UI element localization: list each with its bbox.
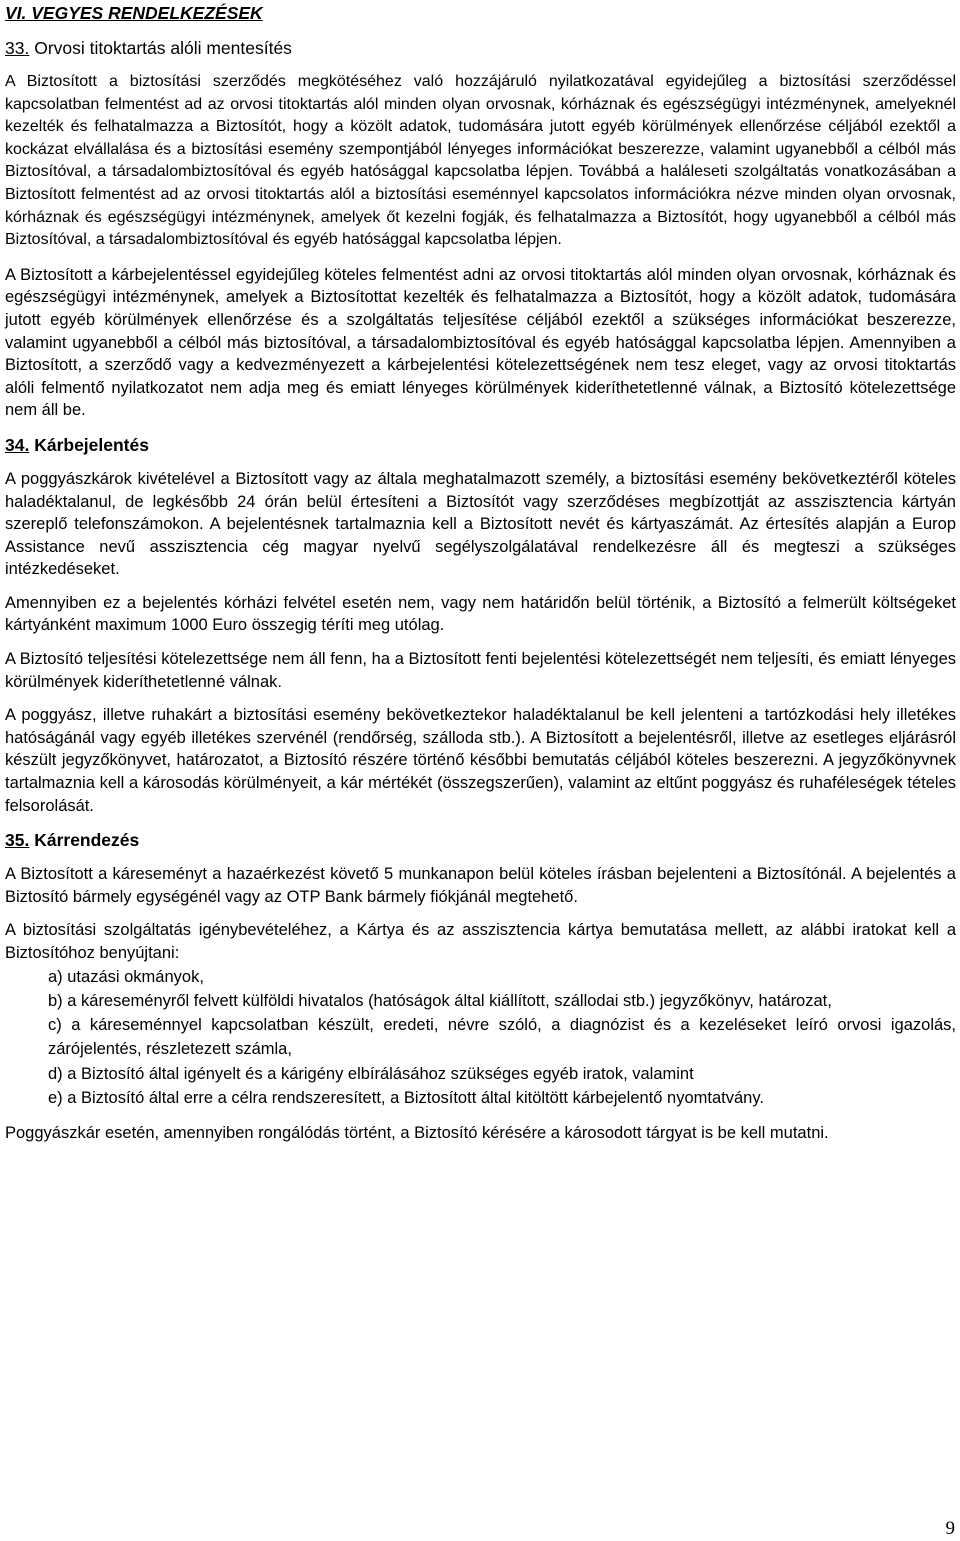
chapter-heading: VI. VEGYES RENDELKEZÉSEK	[5, 3, 263, 23]
section-35-paragraph-1: A Biztosított a káreseményt a hazaérkezést követő 5 munkanapon belül köteles írásban bejelenteni a Biztosítónál. A bejelentés a Biztosító bármely egységénél vagy az OTP Bank bármely fiókjánál megtehető.	[5, 865, 956, 906]
section-33-heading	[5, 37, 956, 59]
required-documents-list	[5, 965, 956, 1111]
section-34-paragraph-3: A Biztosító teljesítési kötelezettsége nem áll fenn, ha a Biztosított fenti bejelentési kötelezettségét nem teljesíti, és emiatt lényeges körülmények kideríthetetlenné válnak.	[5, 650, 956, 691]
list-item: b) a káreseményről felvett külföldi hivatalos (hatóságok által kiállított, szállodai stb.) jegyzőkönyv, határozat,	[48, 991, 832, 1010]
section-35-number: 35.	[5, 830, 30, 851]
list-item: a) utazási okmányok,	[48, 967, 204, 986]
section-34-paragraph-2: Amennyiben ez a bejelentés kórházi felvétel esetén nem, vagy nem határidőn belül történik, a Biztosító a felmerült költségeket kártyánként maximum 1000 Euro összegig téríti meg utólag.	[5, 593, 956, 635]
list-item: d) a Biztosító által igényelt és a kárigény elbírálásához szükséges egyéb iratok, valamint	[48, 1064, 694, 1083]
section-33-title: Orvosi titoktartás alóli mentesítés	[34, 38, 292, 58]
section-35-paragraph-2: A biztosítási szolgáltatás igénybevételéhez, a Kártya és az asszisztencia kártya bemutatása mellett, az alábbi iratokat kell a Biztosítóhoz benyújtani:	[5, 921, 956, 962]
section-33-body	[5, 71, 956, 252]
list-item: c) a káreseménnyel kapcsolatban készült, eredeti, névre szóló, a diagnózist és a kezeléseket leíró orvosi igazolás, zárójelentés, részletezett számla,	[48, 1016, 956, 1059]
section-35-title: Kárrendezés	[34, 830, 140, 851]
section-34-paragraph-1: A poggyászkárok kivételével a Biztosított vagy az általa meghatalmazott személy, a biztosítási esemény bekövetkeztéről köteles haladéktalanul, de legkésőbb 24 órán belül értesíteni a Biztosítót vagy szerződéses megbízottját az asszisztencia kártyán szereplő telefonszámokon. A bejelentésnek tartalmaznia kell a Biztosított nevét és kártyaszámát. Az értesítés alapján a Europ Assistance nevű asszisztencia cég magyar nyelvű segélyszolgálatával rendelkezésre áll és megteszi a szükséges intézkedéseket.	[5, 469, 956, 579]
section-34-paragraph-4: A poggyász, illetve ruhakárt a biztosítási esemény bekövetkeztekor haladéktalanul be kell jelenteni a tartózkodási hely illetékes hatóságánál vagy egyéb illetékes szervénél (rendőrség, szálloda stb.). A Biztosított a bejelentésről, illetve az esetleges eljárásról készült jegyzőkönyvet, határozatot, a Biztosító részére történő későbbi bemutatás céljából köteles beszerezni. A jegyzőkönyvnek tartalmaznia kell a károsodás körülményeit, a kár mértékét (összegszerűen), valamint az eltűnt poggyász és ruhaféleségek tételes felsorolását.	[5, 706, 956, 815]
section-33-paragraph-1: A Biztosított a biztosítási szerződés megkötéséhez való hozzájáruló nyilatkozatával egyidejűleg a biztosítási szerződéssel kapcsolatban felmentést ad az orvosi titoktartás alól minden olyan orvosnak, kórháznak és egészségügyi intézménynek, amelyeknél kezelték és felhatalmazza a Biztosítót, hogy a közölt adatok, tudomására jutott egyéb körülmények ellenőrzése céljából ezektől a kockázat elvállalása és a biztosítási esemény szempontjából lényeges információkat beszerezze, valamint ugyanebből a célból más Biztosítóval, a társadalombiztosítóval és egyéb hatósággal kapcsolatba lépjen. Továbbá a haláleseti szolgáltatás vonatkozásában a Biztosított felmentést ad az orvosi titoktartás alól a biztosítási eseménnyel kapcsolatos információkra nézve minden olyan orvosnak, kórháznak és egészségügyi intézménynek, amelyek őt kezelni fogják, és felhatalmazza a Biztosítót, hogy ugyanebből a célból más Biztosítóval, a társadalombiztosítóval és egyéb hatósággal kapcsolatba lépjen.	[5, 73, 956, 249]
section-34-number: 34.	[5, 434, 30, 455]
document-page	[5, 0, 956, 1145]
list-item: e) a Biztosító által erre a célra rendszeresített, a Biztosított által kitöltött kárbejelentő nyomtatvány.	[48, 1089, 764, 1108]
section-35-closing-paragraph: Poggyászkár esetén, amennyiben rongálódás történt, a Biztosító kérésére a károsodott tárgyat is be kell mutatni.	[5, 1124, 829, 1143]
page-number: 9	[945, 1518, 955, 1539]
section-34-heading	[5, 433, 956, 457]
section-33-paragraph-2: A Biztosított a kárbejelentéssel egyidejűleg köteles felmentést adni az orvosi titoktartás alól minden olyan orvosnak, kórháznak és egészségügyi intézménynek, amelyek a Biztosítottat kezelték és felhatalmazza a Biztosítót, hogy a közölt adatok, tudomására jutott egyéb körülmények ellenőrzése és a szolgáltatás teljesítése céljából ezektől a szükséges információkat beszerezze, valamint ugyanebből a célból más biztosítóval, a társadalombiztosítóval és egyéb hatósággal kapcsolatba lépjen. Amennyiben a Biztosított, a szerződő vagy a kedvezményezett a kárbejelentési kötelezettségének nem tesz eleget, vagy az orvosi titoktartás alóli felmentő nyilatkozatot nem adja meg és emiatt lényeges körülmények kideríthetetlenné válnak, a Biztosító kötelezettsége nem áll be.	[5, 265, 956, 420]
section-34-title: Kárbejelentés	[34, 434, 149, 455]
section-35-heading	[5, 828, 956, 852]
section-33-number: 33.	[5, 38, 30, 58]
